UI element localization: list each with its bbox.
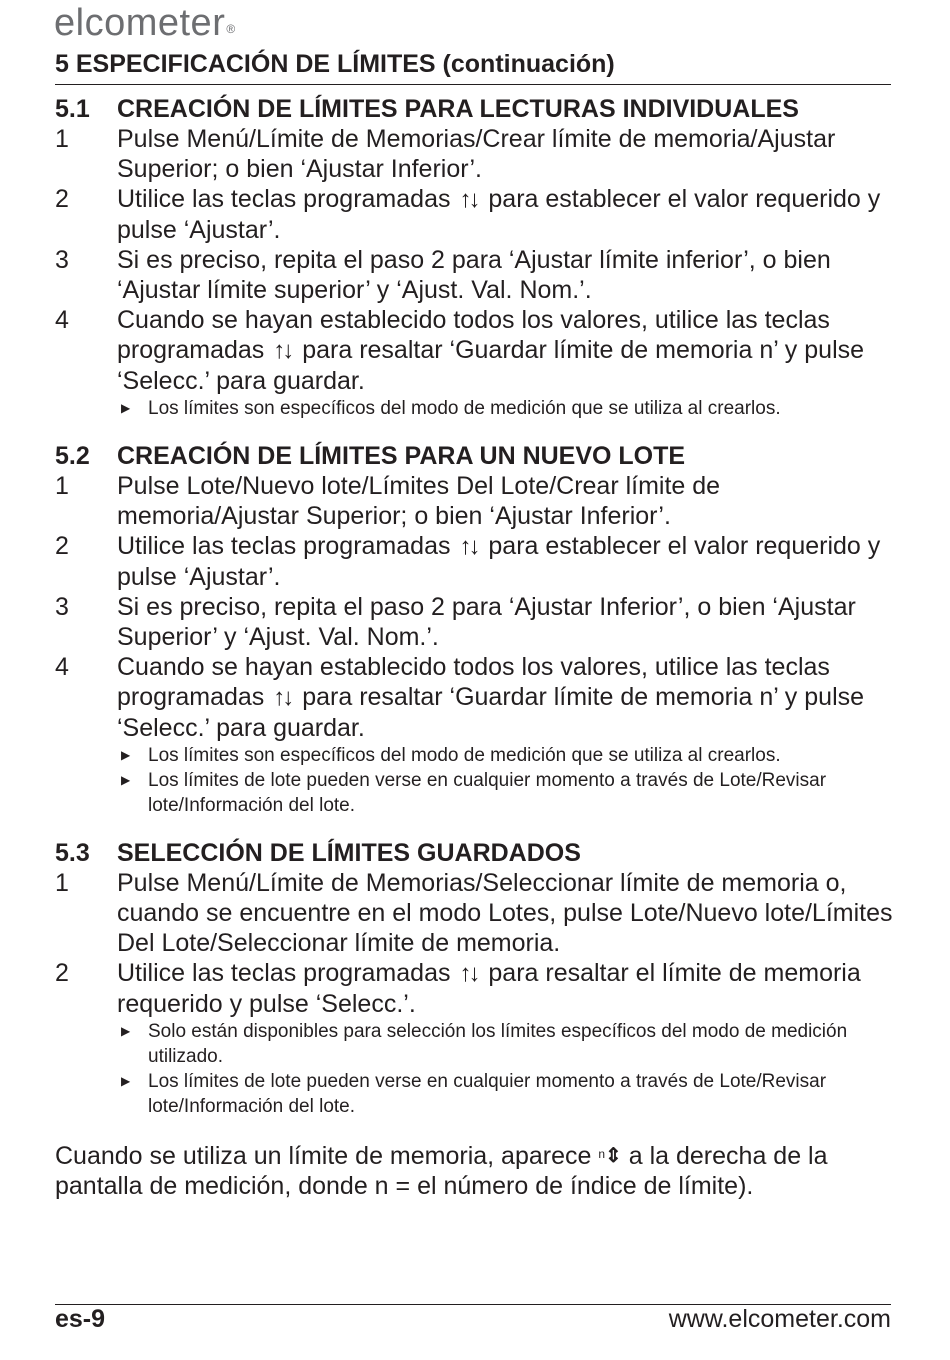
step-text <box>117 652 895 743</box>
step-text-part: para resaltar ‘Guardar límite de memoria n’ y pulse ‘Selecc.’ para guardar. <box>117 683 865 742</box>
section-heading <box>55 94 895 124</box>
triangle-bullet-icon: ▶ <box>121 748 131 762</box>
memory-limit-icon <box>598 1139 621 1171</box>
section-heading <box>55 441 895 471</box>
header-divider <box>55 84 891 85</box>
section-5-1 <box>55 94 895 421</box>
note-text: Los límites de lote pueden verse en cualquier momento a través de Lote/Revisar lote/Información del lote. <box>148 770 827 816</box>
step-number: 1 <box>55 472 69 500</box>
section-title: CREACIÓN DE LÍMITES PARA UN NUEVO LOTE <box>117 442 686 470</box>
step-text <box>117 531 895 592</box>
step-text-part: Si es preciso, repita el paso 2 para ‘Ajustar límite inferior’, o bien ‘Ajustar límite superior’ y ‘Ajust. Val. Nom.’. <box>117 246 831 304</box>
step-item <box>55 868 895 958</box>
page-number: es-9 <box>55 1305 106 1333</box>
step-text-part: Pulse Menú/Límite de Memorias/Seleccionar límite de memoria o, cuando se encuentre en el modo Lotes, pulse Lote/Nuevo lote/Límites Del Lote/Seleccionar límite de memoria. <box>117 869 893 957</box>
website-url: www.elcometer.com <box>668 1305 891 1333</box>
note-text: Los límites de lote pueden verse en cualquier momento a través de Lote/Revisar lote/Información del lote. <box>148 1071 827 1117</box>
section-5-3 <box>55 838 895 1119</box>
step-text-part: para establecer el valor requerido y pulse ‘Ajustar’. <box>117 532 881 591</box>
up-down-arrows-icon: ↑↓ <box>273 684 292 711</box>
step-text <box>117 184 895 245</box>
step-text-part: Utilice las teclas programadas <box>117 532 451 560</box>
step-text <box>117 245 895 305</box>
step-number: 3 <box>55 593 69 621</box>
step-number: 2 <box>55 532 69 560</box>
logo-text: elcometer <box>54 2 226 44</box>
note-item <box>121 1069 895 1119</box>
step-number: 4 <box>55 306 69 334</box>
section-title: SELECCIÓN DE LÍMITES GUARDADOS <box>117 839 581 867</box>
up-down-arrows-icon: ↑↓ <box>273 337 292 364</box>
step-text-part: Utilice las teclas programadas <box>117 185 451 213</box>
up-down-arrows-icon: ↑↓ <box>459 186 478 213</box>
step-number: 4 <box>55 653 69 681</box>
note-text: Solo están disponibles para selección los límites específicos del modo de medición utilizado. <box>148 1021 848 1067</box>
step-number: 1 <box>55 869 69 897</box>
step-text <box>117 471 895 531</box>
step-text <box>117 868 895 958</box>
closing-text: Cuando se utiliza un límite de memoria, aparece <box>55 1142 592 1170</box>
section-heading <box>55 838 895 868</box>
step-item <box>55 305 895 396</box>
step-number: 1 <box>55 125 69 153</box>
step-item <box>55 184 895 245</box>
note-item <box>121 743 895 768</box>
step-text-part: Cuando se hayan establecido todos los valores, utilice las teclas programadas <box>117 653 830 711</box>
step-text <box>117 305 895 396</box>
step-number: 2 <box>55 959 69 987</box>
document-body <box>55 94 895 1201</box>
registered-mark: ® <box>226 22 236 36</box>
step-text <box>117 592 895 652</box>
chapter-heading: 5 ESPECIFICACIÓN DE LÍMITES (continuación) <box>55 50 615 78</box>
step-text <box>117 124 895 184</box>
triangle-bullet-icon: ▶ <box>121 1024 131 1038</box>
triangle-bullet-icon: ▶ <box>121 1074 131 1088</box>
note-item <box>121 396 895 421</box>
note-text: Los límites son específicos del modo de medición que se utiliza al crearlos. <box>148 745 781 766</box>
triangle-bullet-icon: ▶ <box>121 773 131 787</box>
limit-icon-letter: n <box>598 1147 606 1161</box>
section-5-2 <box>55 441 895 818</box>
section-number: 5.1 <box>55 95 90 123</box>
closing-text: a la derecha de la pantalla de medición, donde n = el número de índice de límite). <box>55 1142 828 1200</box>
step-text-part: Pulse Lote/Nuevo lote/Límites Del Lote/Crear límite de memoria/Ajustar Superior; o bien ‘Ajustar Inferior’. <box>117 472 721 530</box>
step-item <box>55 124 895 184</box>
step-text <box>117 958 895 1019</box>
step-text-part: Utilice las teclas programadas <box>117 959 451 987</box>
step-text-part: para resaltar ‘Guardar límite de memoria n’ y pulse ‘Selecc.’ para guardar. <box>117 336 865 395</box>
step-item <box>55 652 895 743</box>
section-title: CREACIÓN DE LÍMITES PARA LECTURAS INDIVIDUALES <box>117 95 799 123</box>
triangle-bullet-icon: ▶ <box>121 401 131 415</box>
up-down-arrows-icon: ↑↓ <box>459 533 478 560</box>
step-item <box>55 245 895 305</box>
step-text-part: Pulse Menú/Límite de Memorias/Crear límite de memoria/Ajustar Superior; o bien ‘Ajustar Inferior’. <box>117 125 836 183</box>
up-down-arrows-icon: ↑↓ <box>459 960 478 987</box>
step-number: 2 <box>55 185 69 213</box>
note-item <box>121 1019 895 1069</box>
step-number: 3 <box>55 246 69 274</box>
note-text: Los límites son específicos del modo de medición que se utiliza al crearlos. <box>148 398 781 419</box>
step-text-part: Si es preciso, repita el paso 2 para ‘Ajustar Inferior’, o bien ‘Ajustar Superior’ y ‘Ajust. Val. Nom.’. <box>117 593 856 651</box>
step-item <box>55 471 895 531</box>
section-number: 5.2 <box>55 442 90 470</box>
step-text-part: para establecer el valor requerido y pulse ‘Ajustar’. <box>117 185 881 244</box>
section-number: 5.3 <box>55 839 90 867</box>
step-item <box>55 531 895 592</box>
step-text-part: Cuando se hayan establecido todos los valores, utilice las teclas programadas <box>117 306 830 364</box>
brand-logo <box>54 2 236 45</box>
limit-icon-glyph: ⇕ <box>605 1145 622 1167</box>
step-item <box>55 958 895 1019</box>
step-item <box>55 592 895 652</box>
closing-paragraph <box>55 1139 895 1201</box>
note-item <box>121 768 895 818</box>
step-text-part: para resaltar el límite de memoria requerido y pulse ‘Selecc.’. <box>117 959 861 1018</box>
